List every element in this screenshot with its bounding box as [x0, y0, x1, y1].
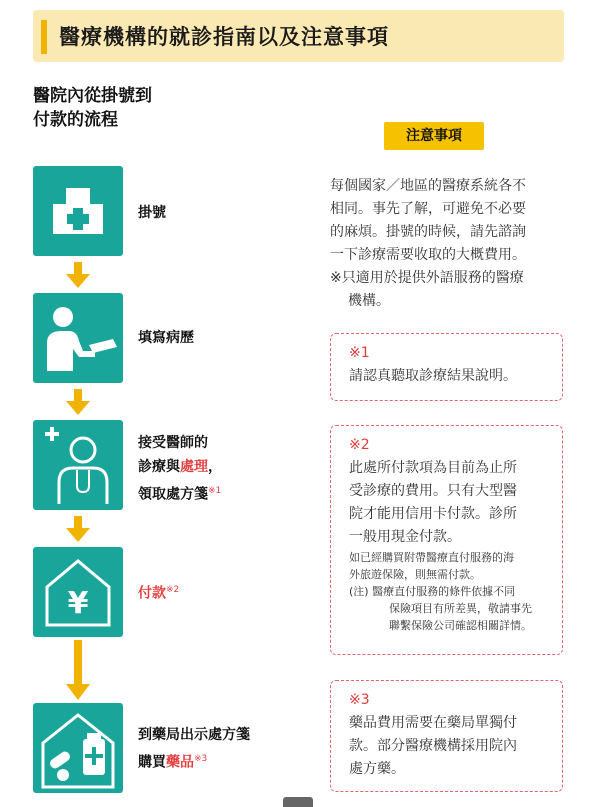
flow-heading-line1: 醫院內從掛號到 [33, 86, 152, 106]
step-doctor-line3: 領取處方箋$^{※1}$ [138, 486, 222, 503]
step-pharmacy-label [138, 723, 250, 775]
note-text: 請認真聽取診療結果說明。 [349, 368, 517, 384]
step-medical-record-label: 填寫病歷 [138, 330, 194, 346]
step-pharmacy-line2: 購買藥品$^{※3}$ [138, 754, 208, 771]
hospital-icon [33, 166, 123, 256]
note-mark: ※2 [349, 437, 370, 453]
notes-heading: 注意事項 [384, 122, 484, 150]
svg-text:¥: ¥ [67, 586, 89, 621]
step-doctor-label [138, 431, 222, 507]
note-box-2: ※2 此處所付款項為目前為止所 受診療的費用。只有大型醫 院才能用信用卡付款。診所 一般用現金付款。 如已經購買附帶醫療直付服務的海 外旅遊保險，則無需付款。 (注) 醫療直付服務的條件依據不同 保險項目有所差異，敬請事先 聯繫保險公司確認相關詳情。 [330, 425, 563, 655]
note-mark: ※3 [349, 692, 370, 708]
arrow-down-icon [66, 389, 90, 415]
yen-house-icon [33, 547, 123, 637]
pharmacy-icon [33, 703, 123, 793]
patient-writing-icon [33, 293, 123, 383]
general-note: 每個國家／地區的醫療系統各不 相同。事先了解，可避免不必要 的麻煩。掛號的時候，請先諮詢 一下診療需要收取的大概費用。 ※只適用於提供外語服務的醫療 機構。 [330, 178, 526, 309]
title-bar [33, 10, 564, 62]
note-box-3: ※3 藥品費用需要在藥局單獨付 款。部分醫療機構採用院內 處方藥。 [330, 680, 563, 792]
step-payment-label: 付款$^{※2}$ [138, 585, 180, 602]
step-registration-label: 掛號 [138, 205, 166, 221]
doctor-icon [33, 420, 123, 510]
page-title: 醫療機構的就診指南以及注意事項 [59, 25, 389, 49]
arrow-down-icon [66, 262, 90, 288]
flow-heading [33, 84, 152, 132]
scroll-tab-handle[interactable] [283, 797, 313, 807]
title-accent-bar [41, 20, 47, 54]
note-mark: ※1 [349, 345, 370, 361]
step-doctor-line1: 接受醫師的 [138, 435, 208, 451]
step-pharmacy-line1: 到藥局出示處方箋 [138, 727, 250, 743]
flow-heading-line2: 付款的流程 [33, 110, 118, 130]
step-doctor-line2: 診療與處理， [138, 459, 222, 475]
arrow-down-icon [66, 516, 90, 542]
note-box-1 [330, 333, 563, 401]
arrow-down-long-icon [66, 640, 90, 700]
